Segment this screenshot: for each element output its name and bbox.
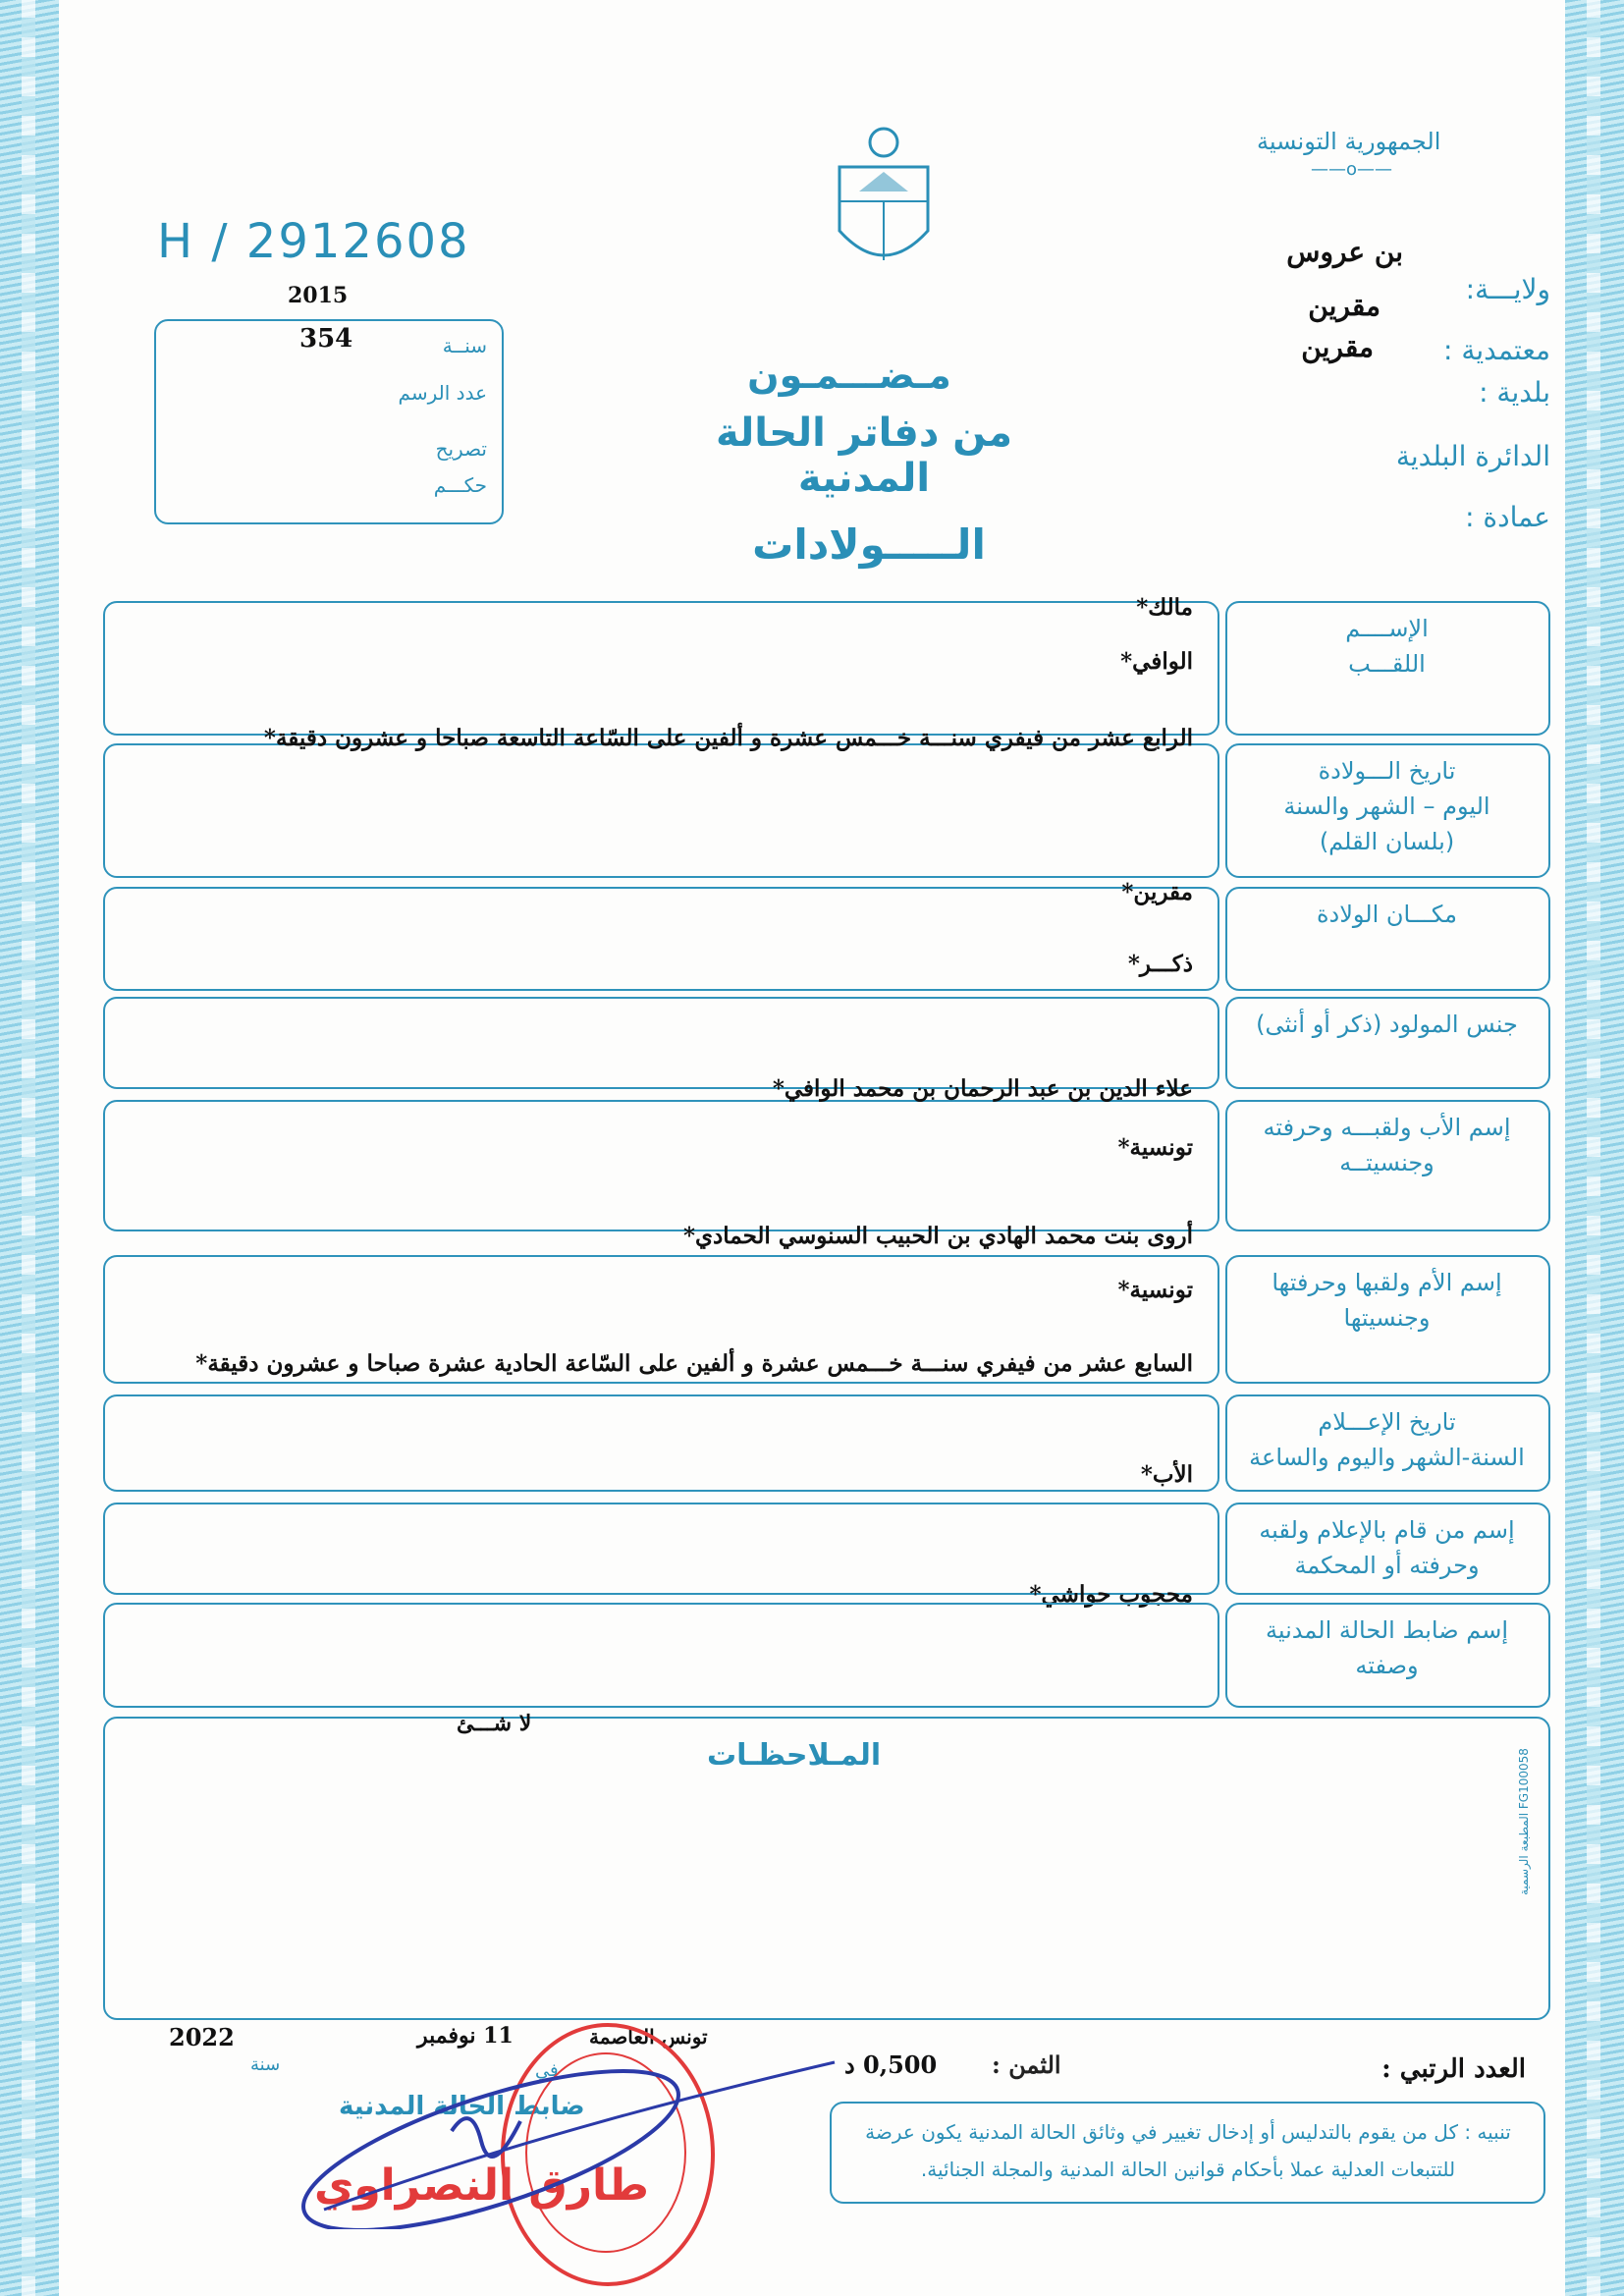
signature (295, 2043, 844, 2229)
field-value: محجوب حواشي* (1029, 1581, 1193, 1608)
remarks-value: لا شـــئ (457, 1711, 532, 1736)
price-label: الثمن : (992, 2050, 1061, 2079)
baladia-value: مقرين (1301, 331, 1374, 363)
field-value: أروى بنت محمد الهادي بن الحبيب السنوسي الحمادي* (683, 1223, 1193, 1249)
field-value-box (103, 1603, 1219, 1708)
field-value-box (103, 1100, 1219, 1231)
wilaya-value: بن عروس (1286, 236, 1403, 268)
price-value: 0,500 د (844, 2050, 938, 2079)
officer-label: ضابط الحالة المدنية (339, 2092, 585, 2121)
title-registers: من دفاتر الحالة المدنية (715, 410, 1013, 501)
field-value: علاء الدين بن عبد الرحمان بن محمد الوافي* (772, 1075, 1193, 1102)
field-label: الإســــم اللقـــب (1345, 615, 1429, 678)
judgment-label: حكـــم (433, 473, 487, 497)
field-value-box (103, 601, 1219, 736)
field-value: السابع عشر من فيفري سنـــة خـــمس عشرة و ألفين على السّاعة الحادية عشرة صباحا و عشرون دقيقة* (195, 1350, 1193, 1377)
record-year-label: سنــة (442, 334, 487, 357)
mootamadia-label: معتمدية : (1443, 334, 1550, 366)
field-label: تاريخ الإعـــلام السنة-الشهر واليوم والساعة (1249, 1408, 1525, 1471)
officer-name-stamp: طارق النصراوي (314, 2160, 649, 2211)
field-label: جنس المولود (ذكر أو أنثى) (1256, 1011, 1518, 1038)
record-number-value: 354 (299, 324, 353, 354)
field-value: مالك* (1136, 594, 1193, 621)
warning-text: تنبيه : كل من يقوم بالتدليس أو إدخال تغيير في وثائق الحالة المدنية يكون عرضة للتتبعات العدلية عملا بأحكام قوانين الحالة المدنية والمجلة الجنائية. (865, 2120, 1511, 2181)
field-label: مكـــان الولادة (1316, 901, 1458, 928)
issue-date: 11 نوفمبر (417, 2023, 514, 2049)
field-label: تاريخ الـــولادة اليوم – الشهر والسنة (بلسان القلم) (1283, 757, 1490, 855)
field-value: الرابع عشر من فيفري سنـــة خـــمس عشرة و ألفين على السّاعة التاسعة صباحا و عشرون دقيقة* (263, 725, 1193, 751)
serial-number (157, 214, 470, 269)
tunisia-coat-of-arms-icon (830, 123, 938, 280)
field-value: الوافي* (1120, 648, 1193, 675)
in-label: في (535, 2060, 559, 2081)
field-value: تونسية* (1117, 1134, 1193, 1161)
field-value: مقرين* (1121, 879, 1193, 905)
declaration-label: تصريح (435, 437, 487, 461)
issue-place: تونس العاصمة (589, 2025, 708, 2049)
omada-label: عمادة : (1465, 501, 1550, 533)
serial-order-label: العدد الرتبي : (1381, 2054, 1526, 2084)
separator: ——o—— (1311, 159, 1393, 180)
printer-code: المطبعة الرسمية FG100058 (1517, 1748, 1531, 1895)
field-value: الأب* (1140, 1461, 1193, 1488)
field-value: تونسية* (1117, 1277, 1193, 1303)
republic-label: الجمهورية التونسية (1257, 128, 1441, 155)
daira-label: الدائرة البلدية (1395, 440, 1550, 472)
record-year-value: 2015 (288, 283, 349, 308)
field-value-box (103, 887, 1219, 991)
right-guilloche-border (1565, 0, 1624, 2296)
field-value: ذكـــر* (1127, 951, 1193, 977)
field-label: إسم ضابط الحالة المدنية وصفته (1266, 1616, 1508, 1679)
field-label: إسم الأب ولقبـــه وحرفته وجنسيتــه (1263, 1114, 1511, 1176)
record-number-label: عدد الرسم (398, 381, 487, 405)
baladia-label: بلدية : (1479, 376, 1550, 409)
mootamadia-value: مقرين (1308, 290, 1380, 322)
issue-year: 2022 (169, 2023, 235, 2051)
remarks-title: المـلاحظـات (707, 1738, 882, 1773)
field-value-box (103, 1394, 1219, 1492)
left-guilloche-border (0, 0, 59, 2296)
serial-text: H / 2912608 (157, 214, 470, 269)
field-label: إسم الأم ولقبها وحرفتها وجنسيتها (1272, 1269, 1502, 1332)
wilaya-label: ولايـــة: (1465, 273, 1550, 305)
title-summary: مـضـــمـون (747, 354, 951, 397)
title-births: الـــــولادات (752, 520, 986, 569)
year-label: سنة (250, 2054, 281, 2075)
field-value-box (103, 743, 1219, 878)
field-label: إسم من قام بالإعلام ولقبه وحرفته أو المحكمة (1259, 1516, 1515, 1579)
